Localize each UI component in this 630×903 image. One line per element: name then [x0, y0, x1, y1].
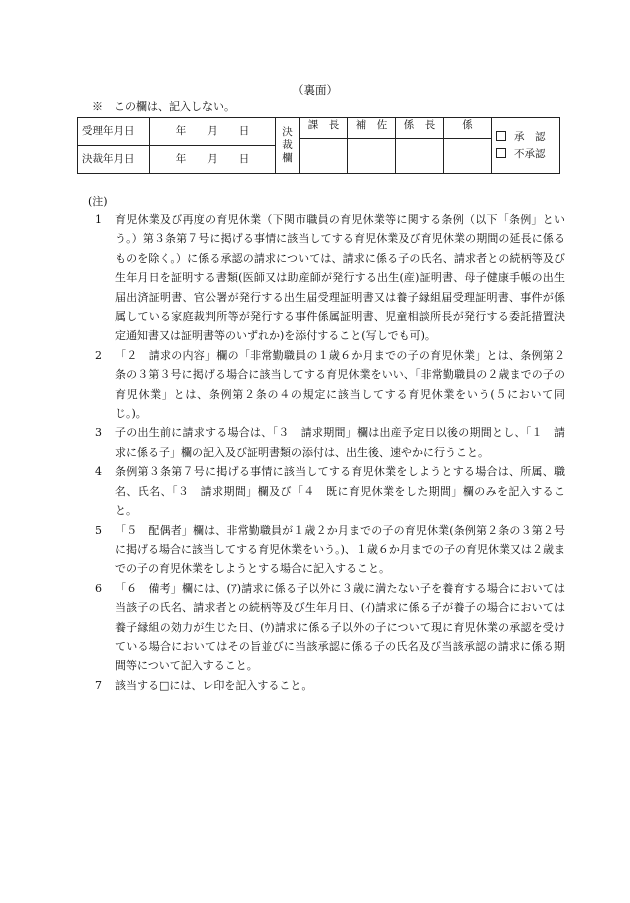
stamp-staff — [444, 139, 491, 173]
notes-list — [95, 210, 565, 695]
disapprove-checkbox — [496, 148, 506, 158]
note-number: 4 — [95, 465, 102, 479]
note-number: 1 — [95, 213, 102, 226]
kessai-char-1: 決 — [282, 126, 293, 138]
approver-cell-unit-chief — [396, 118, 444, 174]
note-number: 7 — [95, 678, 102, 692]
approver-cell-staff — [444, 118, 492, 174]
approver-cell-section-chief — [300, 118, 348, 174]
note-item — [95, 676, 565, 695]
decision-result-cell — [492, 118, 560, 174]
decided-date-field: 年 月 日 — [150, 146, 276, 174]
note-text: 「２ 請求の内容」欄の「非常勤職員の１歳６か月までの子の育児休業」とは、条例第２条の３第３号に掲げる場合に該当してする育児休業をいい、「非常勤職員の２歳までの子の育児休業」とは、条例第２条の４の規定に該当してする育児休業をいう(５において同じ。)。 — [115, 348, 565, 421]
note-item — [95, 423, 565, 462]
note-number: 6 — [95, 581, 102, 595]
approve-option — [496, 129, 559, 146]
decided-date-label: 決裁年月日 — [78, 146, 150, 174]
stamp-section-chief — [300, 139, 347, 173]
note-text: 条例第３条第７号に掲げる事情に該当してする育児休業をしようとする場合は、所属、職名、氏名、「３ 請求期間」欄及び「４ 既に育児休業をした期間」欄のみを記入すること。 — [115, 465, 565, 518]
note-text: 該当する□には、レ印を記入すること。 — [115, 678, 313, 692]
kessai-column-label — [276, 118, 300, 174]
disapprove-label: 不承認 — [514, 147, 546, 160]
header-assistant: 補 佐 — [348, 118, 395, 139]
header-section-chief: 課 長 — [300, 118, 347, 139]
received-date-label: 受理年月日 — [78, 118, 150, 146]
header-staff: 係 — [444, 118, 491, 139]
stamp-unit-chief — [396, 139, 443, 173]
note-text: 育児休業及び再度の育児休業（下関市職員の育児休業等に関する条例（以下「条例」という。）第３条第７号に掲げる事情に該当してする育児休業及び育児休業の期間の延長に係るものを除く。）に係る承認の請求については、請求に係る子の氏名、請求者との続柄等及び生年月日を証明する書類(医師又は助産師が発行する出生(産)証明書、母子健康手帳の出生届出済証明書、官公署が発行する出生届受理証明書又は養子縁組届受理証明書、事件が係属している家庭裁判所等が発行する事件係属証明書、児童相談所長が発行する委託措置決定通知書又は証明書等のいずれか)を添付すること(写しでも可)。 — [115, 213, 565, 343]
page-side-title: （裏面） — [292, 83, 338, 97]
note-item — [95, 346, 565, 424]
header-unit-chief: 係 長 — [396, 118, 443, 139]
note-item — [95, 521, 565, 579]
approve-checkbox — [496, 131, 506, 141]
note-number: 3 — [95, 426, 102, 440]
office-use-note: ※ この欄は、記入しない。 — [92, 100, 235, 113]
note-number: 5 — [95, 523, 102, 537]
note-item — [95, 210, 565, 346]
received-date-field: 年 月 日 — [150, 118, 276, 146]
approver-cell-assistant — [348, 118, 396, 174]
note-text: 子の出生前に請求する場合は、「３ 請求期間」欄は出産予定日以後の期間とし、「１ 請求に係る子」欄の記入及び証明書類の添付は、出生後、速やかに行うこと。 — [115, 426, 565, 459]
note-item — [95, 579, 565, 676]
office-use-table — [77, 117, 560, 174]
kessai-char-3: 欄 — [282, 152, 293, 164]
stamp-assistant — [348, 139, 395, 173]
note-item — [95, 462, 565, 520]
notes-heading: (注) — [88, 195, 108, 208]
kessai-char-2: 裁 — [282, 139, 293, 151]
note-number: 2 — [95, 348, 102, 362]
note-text: 「６ 備考」欄には、(ｱ)請求に係る子以外に３歳に満たない子を養育する場合においては当該子の氏名、請求者との続柄等及び生年月日、(ｲ)請求に係る子が養子の場合においては養子縁組の効力が生じた日、(ｳ)請求に係る子以外の子について現に育児休業の承認を受けている場合においてはその旨並びに当該承認に係る子の氏名及び当該承認の請求に係る期間等について記入すること。 — [115, 581, 565, 673]
note-text: 「５ 配偶者」欄は、非常勤職員が１歳２か月までの子の育児休業(条例第２条の３第２号に掲げる場合に該当してする育児休業をいう。)、１歳６か月までの子の育児休業又は２歳までの子の育児休業をしようとする場合に記入すること。 — [115, 523, 565, 576]
approve-label: 承 認 — [514, 130, 546, 143]
disapprove-option — [496, 146, 559, 163]
